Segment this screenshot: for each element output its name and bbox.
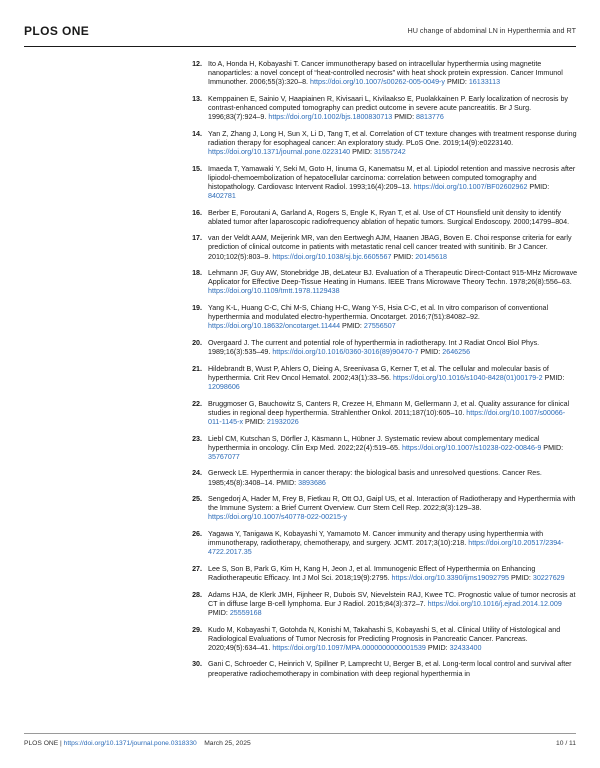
reference-item <box>188 234 578 261</box>
reference-text: Sengedorj A, Hader M, Frey B, Fietkau R, Ott OJ, Gaipl US, et al. Interaction of Radiotherapy and Hyperthermia with the Immune System: a Brief Current Overview. Curr Stem Cell Rep. 2022;8(3):129–38. <box>208 495 576 513</box>
reference-item <box>188 530 578 557</box>
pmid-link[interactable]: 12098606 <box>208 382 240 391</box>
pmid-link[interactable]: 8402781 <box>208 191 236 200</box>
reference-doi-link[interactable]: https://doi.org/10.1016/s1040-8428(01)00179-2 <box>392 373 543 382</box>
reference-number: 24. <box>192 469 202 478</box>
reference-pmid: PMID: 2646256 <box>418 348 471 357</box>
reference-doi-link[interactable]: https://doi.org/10.1097/MPA.0000000000001539 <box>272 643 426 652</box>
reference-item <box>188 130 578 157</box>
reference-item <box>188 304 578 331</box>
reference-number: 20. <box>192 339 202 347</box>
reference-number: 18. <box>192 269 202 278</box>
reference-pmid: PMID: 32433400 <box>425 643 482 652</box>
reference-doi-link[interactable]: https://doi.org/10.1007/BF02602962 <box>413 182 528 191</box>
reference-pmid: PMID: 27556507 <box>340 322 396 331</box>
reference-number: 15. <box>192 164 202 173</box>
reference-number: 17. <box>192 234 202 243</box>
footer-journal: PLOS ONE | <box>24 740 64 747</box>
pmid-link[interactable]: 8813776 <box>416 113 444 122</box>
reference-number: 14. <box>192 129 202 138</box>
reference-pmid: PMID: 21932026 <box>243 417 299 426</box>
footer-citation <box>24 740 251 747</box>
reference-item <box>188 591 578 618</box>
reference-doi-link[interactable]: https://doi.org/10.20517/2394-4722.2017.35 <box>208 539 564 557</box>
page-number: 10 / 11 <box>556 740 576 747</box>
reference-text: Bruggmoser G, Bauchowitz S, Canters R, Crezee H, Ehmann M, Gellermann J, et al. Quality assurance for clinical studies in regional deep hyperthermia. Strahlenther Onkol. 2011;187(10):605–10. <box>208 399 570 417</box>
reference-doi-link[interactable]: https://doi.org/10.1007/s00066-011-1145-x <box>208 408 566 426</box>
reference-pmid: PMID: 8813776 <box>392 113 444 122</box>
reference-doi-link[interactable]: https://doi.org/10.1007/s40778-022-00215-y <box>208 513 347 522</box>
reference-item <box>188 95 578 122</box>
reference-item <box>188 469 578 487</box>
reference-number: 22. <box>192 399 202 408</box>
reference-text: Kudo M, Kobayashi T, Gotohda N, Konishi M, Takahashi S, Kobayashi S, et al. Clinical Utility of Histological and Radiological Evaluations of Tumor Necrosis for Predicting Prognosis in Pancreatic Cancer. Pancreas. 2020;49(5):634–41. <box>208 625 561 652</box>
reference-text: Hildebrandt B, Wust P, Ahlers O, Dieing A, Sreenivasa G, Kerner T, et al. The cellular and molecular basis of hyperthermia. Crit Rev Oncol Hematol. 2002;43(1):33–56. <box>208 364 549 382</box>
reference-item <box>188 209 578 227</box>
reference-pmid: PMID: 12098606 <box>208 373 565 391</box>
reference-doi-link[interactable]: https://doi.org/10.1016/j.ejrad.2014.12.009 <box>427 599 562 608</box>
pmid-link[interactable]: 20145618 <box>415 252 448 261</box>
reference-text: Berber E, Foroutani A, Garland A, Rogers S, Engle K, Ryan T, et al. Use of CT Hounsfield unit density to identify ablated tumor after laparoscopic radiofrequency ablation of hepatic tumors. Surgical Endoscopy. 2000;14799–804. <box>208 208 570 226</box>
reference-list <box>188 60 578 686</box>
reference-text: Liebl CM, Kutschan S, Dörfler J, Käsmann L, Hübner J. Systematic review about complementary medical hyperthermia in oncology. Clin Exp Med. 2022;22(4):519–65. <box>208 434 540 452</box>
reference-number: 27. <box>192 564 202 573</box>
reference-doi-link[interactable]: https://doi.org/10.1007/s00262-005-0049-y <box>310 78 446 87</box>
reference-doi-link[interactable]: https://doi.org/10.1371/journal.pone.0223140 <box>208 147 351 156</box>
reference-number: 16. <box>192 208 202 217</box>
reference-item <box>188 400 578 427</box>
reference-pmid: PMID: 20145618 <box>391 252 448 261</box>
reference-text: Kemppainen E, Sainio V, Haapiainen R, Kivisaari L, Kivilaakso E, Puolakkainen P. Early localization of necrosis by contrast-enhanced computed tomography can predict outcome in severe acute pancreatitis. Br J Surg. 1996;83(7):924–9. <box>208 94 569 122</box>
reference-item <box>188 565 578 583</box>
reference-number: 30. <box>192 660 202 669</box>
reference-number: 21. <box>192 364 202 373</box>
reference-doi-link[interactable]: https://doi.org/10.1109/tmtt.1978.1129438 <box>208 287 340 296</box>
reference-item <box>188 339 578 357</box>
reference-item <box>188 660 578 678</box>
reference-text: Gani C, Schroeder C, Heinrich V, Spillner P, Lamprecht U, Berger B, et al. Long-term local control and survival after preoperative radiochemotherapy in combination with deep regional hyperthermia in <box>208 660 572 678</box>
journal-name: PLOS ONE <box>24 24 90 38</box>
reference-doi-link[interactable]: 3893686 <box>298 478 326 487</box>
pmid-link[interactable]: 16133113 <box>468 78 501 87</box>
reference-number: 28. <box>192 590 202 599</box>
pmid-link[interactable]: 30227629 <box>532 574 565 583</box>
reference-doi-link[interactable]: https://doi.org/10.1038/sj.bjc.6605567 <box>272 252 392 261</box>
running-title: HU change of abdominal LN in Hyperthermia and RT <box>407 26 576 35</box>
reference-text: Ito A, Honda H, Kobayashi T. Cancer immunotherapy based on intracellular hyperthermia using magnetite nanoparticles: a novel concept of “heat-controlled necrosis” with heat shock protein expression. Cancer Immunol Immunother. 2006;55(3):320–8. <box>208 60 563 87</box>
reference-text: Yang K-L, Huang C-C, Chi M-S, Chiang H-C, Wang Y-S, Hsia C-C, et al. In vitro comparison of conventional hyperthermia and modulated electro-hyperthermia. Oncotarget. 2016;7(51):84082–92. <box>208 304 549 322</box>
reference-text: van der Veldt AAM, Meijerink MR, van den Eertwegh AJM, Haanen JBAG, Boven E. Choi response criteria for early prediction of clinical outcome in patients with metastatic renal cell cancer treated with sunitinib. Br J Cancer. 2010;102(5):803–9. <box>208 234 572 261</box>
header-divider <box>24 46 576 47</box>
reference-text: Gerweck LE. Hyperthermia in cancer therapy: the biological basis and unresolved questions. Cancer Res. 1985;45(8):3408–14. PMID: <box>208 469 542 487</box>
pmid-link[interactable]: 32433400 <box>449 643 482 652</box>
reference-number: 23. <box>192 434 202 443</box>
reference-text: Yan Z, Zhang J, Long H, Sun X, Li D, Tang T, et al. Correlation of CT texture changes with treatment response during radiation therapy for esophageal cancer: An exploratory study. PLoS One. 2019;14(9):e0223140. <box>208 129 577 147</box>
reference-text: Adams HJA, de Klerk JMH, Fijnheer R, Dubois SV, Nievelstein RAJ, Kwee TC. Prognostic value of tumor necrosis at CT in diffuse large B-cell lymphoma. Eur J Radiol. 2015;84(3):372–7. <box>208 590 576 608</box>
reference-item <box>188 365 578 392</box>
reference-number: 13. <box>192 94 202 103</box>
footer-date: March 25, 2025 <box>204 740 251 747</box>
reference-pmid: PMID: 30227629 <box>509 574 565 583</box>
reference-doi-link[interactable]: https://doi.org/10.1016/0360-3016(89)90470-7 <box>272 348 419 357</box>
reference-doi-link[interactable]: https://doi.org/10.1007/s10238-022-00846-9 <box>401 443 542 452</box>
reference-text: Lee S, Son B, Park G, Kim H, Kang H, Jeon J, et al. Immunogenic Effect of Hyperthermia on Enhancing Radiotherapeutic Efficacy. Int J Mol Sci. 2018;19(9):2795. <box>208 564 536 583</box>
pmid-link[interactable]: 2646256 <box>442 348 471 357</box>
reference-pmid: PMID: 31557242 <box>350 147 406 156</box>
reference-text: Overgaard J. The current and potential role of hyperthermia in radiotherapy. Int J Radiat Oncol Biol Phys. 1989;16(3):535–49. <box>208 339 540 357</box>
reference-doi-link[interactable]: https://doi.org/10.3390/ijms19092795 <box>391 574 510 583</box>
reference-item <box>188 435 578 462</box>
page-header <box>24 22 576 42</box>
reference-pmid: PMID: 35767077 <box>208 443 564 461</box>
reference-text: Yagawa Y, Tanigawa K, Kobayashi Y, Yamamoto M. Cancer immunity and therapy using hyperthermia with immunotherapy, radiotherapy, chemotherapy, and surgery. JCMT. 2017;3(10):218. <box>208 530 544 548</box>
reference-item <box>188 269 578 296</box>
footer-divider <box>24 733 576 734</box>
reference-text: Lehmann JF, Guy AW, Stonebridge JB, deLateur BJ. Evaluation of a Therapeutic Direct-Contact 915-MHz Microwave Applicator for Effective Deep-Tissue Heating in Humans. IEEE Trans Microwave Theory Techn. 1978;26(8):556–63. <box>208 269 578 287</box>
pmid-link[interactable]: 21932026 <box>266 417 299 426</box>
pmid-link[interactable]: 27556507 <box>363 322 396 331</box>
reference-number: 12. <box>192 60 202 68</box>
pmid-link[interactable]: 35767077 <box>208 452 240 461</box>
reference-text: Imaeda T, Yamawaki Y, Seki M, Goto H, Iinuma G, Kanematsu M, et al. Lipiodol retention and massive necrosis after lipiodol-chemoembolization of hepatocellular carcinoma: correlation between computed tomography and histopathology. Cardiovasc Intervent Radiol. 1993;16(4):209–13. <box>208 164 576 191</box>
pmid-link[interactable]: 25559168 <box>229 608 262 617</box>
footer-doi-link[interactable]: https://doi.org/10.1371/journal.pone.0318330 <box>63 740 197 747</box>
reference-doi-link[interactable]: https://doi.org/10.18632/oncotarget.11444 <box>208 322 341 331</box>
pmid-link[interactable]: 31557242 <box>373 147 406 156</box>
reference-item <box>188 626 578 653</box>
reference-item <box>188 165 578 201</box>
reference-doi-link[interactable]: https://doi.org/10.1002/bjs.1800830713 <box>268 113 393 122</box>
reference-item <box>188 495 578 522</box>
reference-item <box>188 60 578 87</box>
reference-pmid: PMID: 25559168 <box>208 608 262 617</box>
reference-pmid: PMID: 16133113 <box>445 78 501 87</box>
reference-number: 25. <box>192 495 202 504</box>
page-footer <box>24 740 576 752</box>
reference-number: 19. <box>192 304 202 313</box>
reference-number: 26. <box>192 530 202 539</box>
reference-pmid: PMID: 8402781 <box>208 182 550 200</box>
reference-number: 29. <box>192 625 202 634</box>
